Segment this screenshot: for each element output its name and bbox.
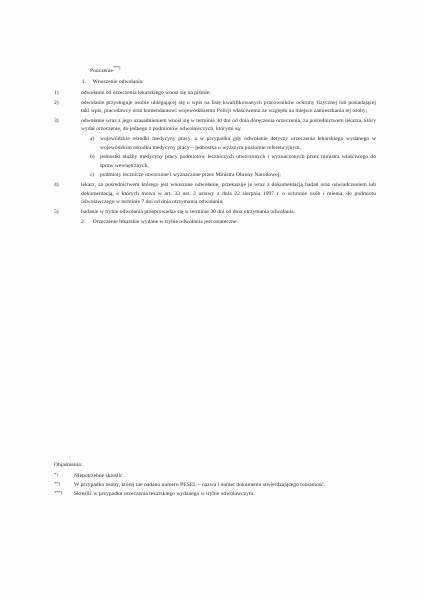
sub-list-item-letter: a): [90, 136, 95, 143]
list-item-text: odwołanie od orzeczenia lekarskiego wnosi się na piśmie;: [81, 90, 211, 97]
footnote-mark: **): [54, 481, 60, 486]
sub-list-item-letter: b): [90, 154, 95, 161]
sub-list-item: [54, 153, 376, 170]
footnote: [54, 490, 376, 498]
section-1-title: Wnoszenie odwołania:: [92, 79, 144, 86]
section-2-text: Orzeczenie lekarskie wydane w trybie odwołania jest ostateczne.: [92, 219, 238, 226]
list-item-text: lekarz, za pośrednictwem którego jest wnoszone odwołanie, przekazuje je wraz z dokumentacją badań oraz oświadczeniem lub dokumentacją, o których mowa w art. 33 ust. 2 ustawy z dnia 22 sierpnia 1997 r. o ochronie osób i mienia, do podmiotu odwoławczego w terminie 7 dni od dnia otrzymania odwołania;: [81, 181, 376, 206]
instruction-heading: [90, 64, 376, 75]
footnote-text: W przypadku osoby, której nie nadano numeru PESEL – nazwa i numer dokumentu stwierdzającego tożsamość.: [74, 482, 325, 488]
footnote-mark: ***): [54, 490, 63, 495]
list-item-number: 1): [54, 90, 59, 97]
footnote: [54, 472, 376, 480]
list-item-number: 5): [54, 208, 59, 215]
list-item: [54, 208, 376, 217]
footnote-text: Skreślić w przypadku orzeczenia lekarskiego wydanego w trybie odwoławczym.: [74, 491, 255, 497]
sub-list-item-text: wojewódzkie ośrodki medycyny pracy, a w przypadku gdy odwołanie dotyczy orzeczenia lekarskiego wydanego w wojewódzkim ośrodku medycyny pracy – jednostka o wyższym poziomie referencyjnym,: [100, 136, 376, 151]
section-1-label: 1.: [82, 79, 87, 86]
list-item-text: odwołanie przysługuje osobie ubiegającej się o wpis na listę kwalifikowanych pracowników ochrony fizycznej lub posiadającej taki wpis, pracodawcy oraz komendantowi wojewódzkiemu Policji właściwemu ze względu na miejsce zamieszkania tej osoby;: [81, 99, 376, 115]
instruction-heading-text: Pouczenie: [90, 67, 113, 74]
explanations-section: [54, 461, 376, 499]
section-1-heading: [82, 78, 376, 87]
list-item-number: 4): [54, 181, 59, 188]
list-item: [54, 89, 376, 98]
instruction-section: [54, 64, 376, 227]
list-item-text: odwołanie wraz z jego uzasadnieniem wnosi się w terminie 30 dni od dnia doręczenia orzeczenia, za pośrednictwem lekarza, który wydał orzeczenie, do jednego z podmiotów odwoławczych, którymi są:: [81, 117, 376, 133]
sub-list-item: [54, 135, 376, 152]
section-2-label: 2.: [81, 219, 86, 226]
sub-list-item: [54, 171, 376, 180]
list-item: [54, 117, 376, 134]
section-2-paragraph: [81, 218, 376, 227]
footnote-text: Niepotrzebne skreślić.: [74, 473, 125, 479]
list-item-number: 3): [54, 117, 59, 124]
list-item-text: badanie w trybie odwołania przeprowadza się w terminie 30 dni od dnia otrzymania odwołania.: [81, 208, 296, 215]
sub-list-item-text: podmioty lecznicze utworzone i wyznaczone przez Ministra Obrony Narodowej;: [100, 172, 281, 179]
sub-list-item-letter: c): [90, 172, 95, 179]
list-item: [54, 99, 376, 116]
explanations-title: Objaśnienia:: [54, 462, 83, 468]
list-item: [54, 181, 376, 207]
list-item-number: 2): [54, 99, 59, 106]
sub-list-item-text: jednostki służby medycyny pracy podmiotów leczniczych utworzonych i wyznaczonych przez ministra właściwego do spraw wewnętrznych,: [100, 154, 376, 169]
footnote-mark: *): [54, 472, 58, 477]
instruction-heading-mark: ***): [113, 65, 121, 70]
footnote: [54, 481, 376, 489]
